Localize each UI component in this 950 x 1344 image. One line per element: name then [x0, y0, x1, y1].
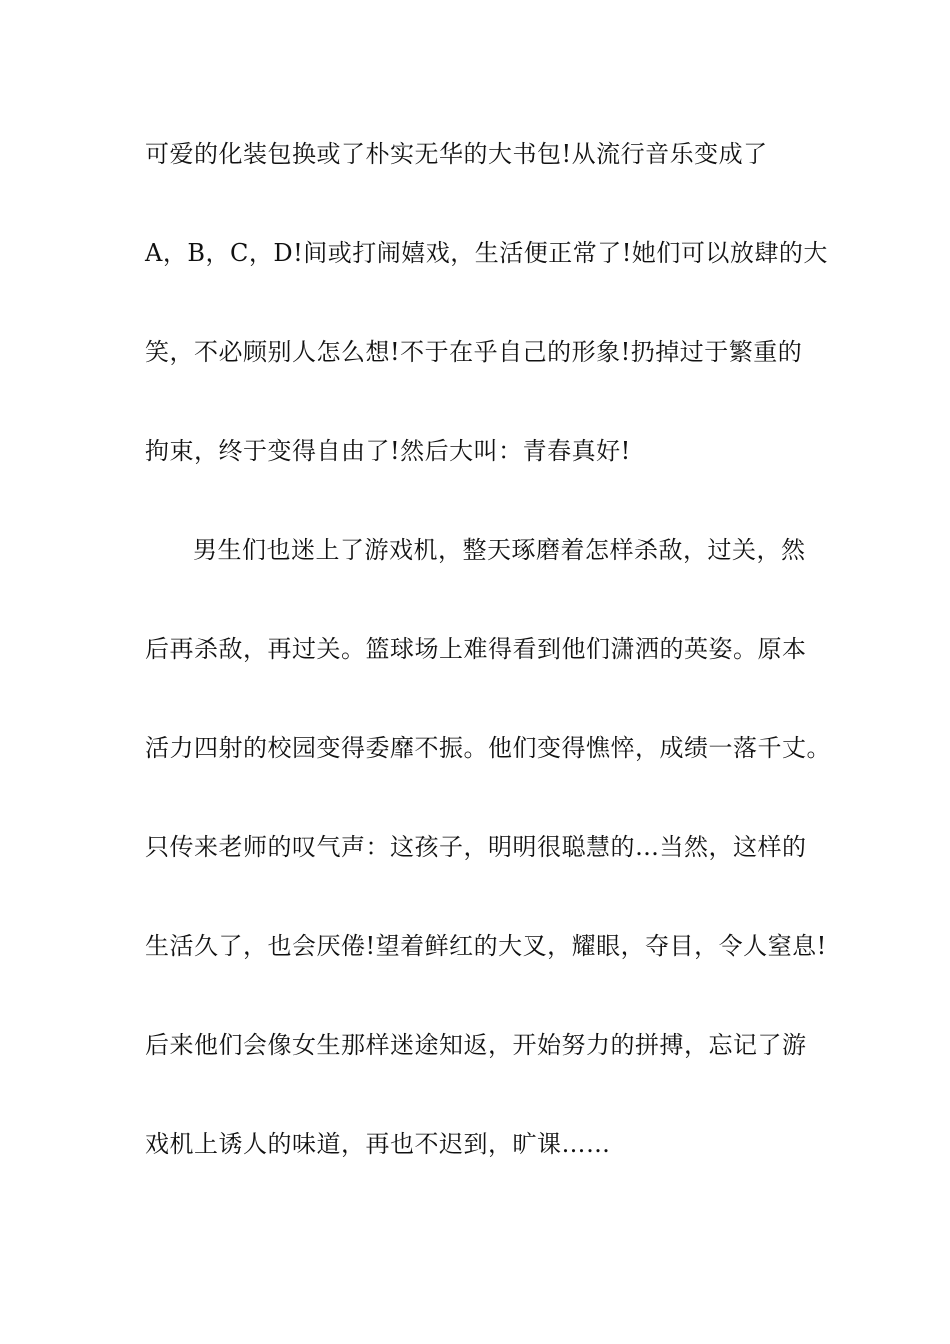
text-line: 戏机上诱人的味道，再也不迟到，旷课……	[145, 1130, 611, 1158]
text-line: 拘束，终于变得自由了!然后大叫：青春真好!	[145, 437, 631, 465]
paragraph	[145, 526, 831, 1219]
text-line: 活力四射的校园变得委靡不振。他们变得憔悴，成绩一落千丈。	[145, 734, 831, 762]
text-line: 男生们也迷上了游戏机，整天琢磨着怎样杀敌，过关，然	[193, 536, 806, 564]
text-line: 只传来老师的叹气声：这孩子，明明很聪慧的…当然，这样的	[145, 833, 807, 861]
text-line: 可爱的化装包换或了朴实无华的大书包!从流行音乐变成了	[145, 140, 768, 168]
body-text	[145, 130, 831, 1219]
text-line: 后来他们会像女生那样迷途知返，开始努力的拼搏，忘记了游	[145, 1031, 807, 1059]
paragraph	[145, 130, 828, 526]
text-line: 笑，不必顾别人怎么想!不于在乎自己的形象!扔掉过于繁重的	[145, 338, 803, 366]
text-line: A，B，C，D!间或打闹嬉戏，生活便正常了!她们可以放肆的大	[145, 239, 828, 267]
text-line: 生活久了，也会厌倦!望着鲜红的大叉，耀眼，夺目，令人窒息!	[145, 932, 827, 960]
text-line: 后再杀敌，再过关。篮球场上难得看到他们潇洒的英姿。原本	[145, 635, 807, 663]
